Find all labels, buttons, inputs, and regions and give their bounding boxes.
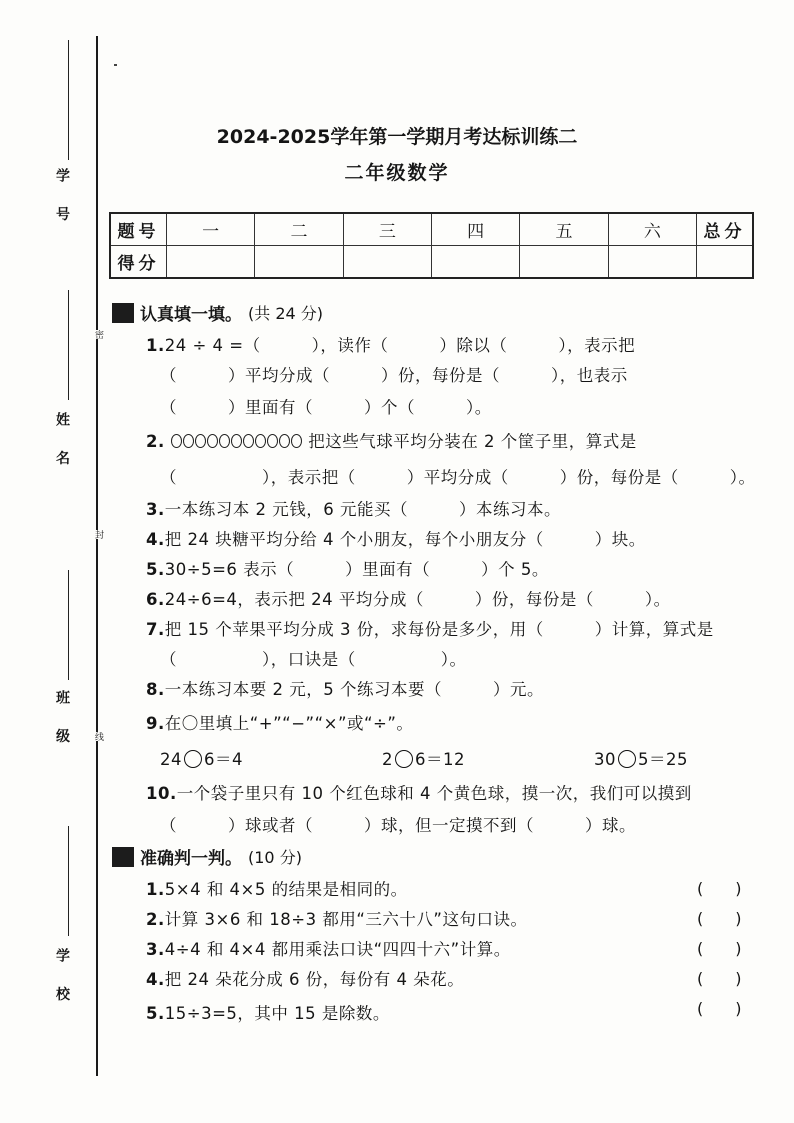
score-cell[interactable]	[343, 246, 431, 279]
q2-line-1	[146, 428, 637, 452]
section-1-title: 认真填一填。	[140, 305, 242, 325]
q10-line-1	[146, 780, 692, 804]
score-col-4: 四	[431, 213, 519, 246]
score-col-total: 总分	[697, 213, 754, 246]
q1-number: 1.	[146, 336, 165, 355]
class-label: 班 级	[54, 690, 70, 753]
q9-item-2-right: 6＝12	[415, 750, 465, 769]
q4-number: 4.	[146, 530, 165, 549]
name-line	[68, 290, 69, 400]
score-row-label: 得分	[110, 246, 167, 279]
school-label: 学 校	[54, 948, 70, 1011]
section-1-heading	[112, 300, 323, 325]
tf-5-number: 5.	[146, 1004, 165, 1023]
score-table	[109, 212, 754, 279]
operator-circle[interactable]	[618, 750, 636, 768]
q9-item-3	[594, 746, 688, 770]
score-cell[interactable]	[608, 246, 696, 279]
section-1-marker	[112, 303, 134, 323]
q5-number: 5.	[146, 560, 165, 579]
score-cell[interactable]	[520, 246, 608, 279]
q1-line-3	[160, 394, 492, 418]
q7-text-2: （ ），口诀是（ ）。	[160, 650, 467, 669]
q10-number: 10.	[146, 784, 177, 803]
score-cell[interactable]	[255, 246, 343, 279]
score-col-1: 一	[167, 213, 255, 246]
tf-1-number: 1.	[146, 880, 165, 899]
q9-line	[146, 710, 413, 734]
q7-line-2	[160, 646, 467, 670]
q9-text: 在〇里填上“+”“−”“×”或“÷”。	[164, 714, 414, 733]
score-col-5: 五	[520, 213, 608, 246]
q9-number: 9.	[146, 714, 165, 733]
q10-text: 一个袋子里只有 10 个红色球和 4 个黄色球，摸一次，我们可以摸到	[176, 784, 692, 803]
q1-text: 24 ÷ 4 =（ ），读作（ ）除以（ ），表示把	[164, 336, 636, 355]
speck	[114, 64, 117, 66]
q8-text: 一本练习本要 2 元，5 个练习本要（ ）元。	[164, 680, 544, 699]
q6-line	[146, 586, 671, 610]
q3-text: 一本练习本 2 元钱，6 元能买（ ）本练习本。	[164, 500, 561, 519]
score-cell[interactable]	[167, 246, 255, 279]
tf-item-4	[146, 966, 464, 990]
class-line	[68, 570, 69, 680]
q9-item-3-right: 5＝25	[638, 750, 688, 769]
exam-subtitle: 二年级数学	[344, 162, 450, 184]
seal-mark-1: 密	[93, 330, 103, 339]
score-col-2: 二	[255, 213, 343, 246]
tf-3-text: 4÷4 和 4×4 都用乘法口诀“四四十六”计算。	[164, 940, 511, 959]
name-label: 姓 名	[54, 412, 70, 475]
q2-line-2	[160, 464, 756, 488]
q7-line-1	[146, 616, 714, 640]
q3-line	[146, 496, 561, 520]
score-col-6: 六	[608, 213, 696, 246]
q10-text-2: （ ）球或者（ ）球，但一定摸不到（ ）球。	[160, 816, 636, 835]
q3-number: 3.	[146, 500, 165, 519]
q7-text: 把 15 个苹果平均分成 3 份，求每份是多少，用（ ）计算，算式是	[164, 620, 714, 639]
q1-line-2	[160, 362, 628, 386]
school-line	[68, 826, 69, 936]
section-2-title: 准确判一判。	[140, 849, 242, 869]
q6-number: 6.	[146, 590, 165, 609]
q6-text: 24÷6=4，表示把 24 平均分成（ ）份，每份是（ ）。	[164, 590, 671, 609]
q7-number: 7.	[146, 620, 165, 639]
q4-line	[146, 526, 646, 550]
balloons-icon	[171, 432, 303, 451]
q5-text: 30÷5=6 表示（ ）里面有（ ）个 5。	[164, 560, 549, 579]
q9-item-1	[160, 746, 243, 770]
section-2-score: (10 分)	[248, 848, 302, 867]
section-2-heading	[112, 844, 302, 869]
tf-3-answer[interactable]: ( )	[697, 939, 742, 958]
section-1-score: (共 24 分)	[248, 304, 324, 323]
tf-item-2	[146, 906, 527, 930]
tf-2-answer[interactable]: ( )	[697, 909, 742, 928]
q2-text-2: （ ），表示把（ ）平均分成（ ）份，每份是（ ）。	[160, 468, 756, 487]
tf-4-number: 4.	[146, 970, 165, 989]
tf-2-number: 2.	[146, 910, 165, 929]
q1-line-1	[146, 332, 635, 356]
score-col-3: 三	[343, 213, 431, 246]
tf-5-text: 15÷3=5，其中 15 是除数。	[164, 1004, 390, 1023]
operator-circle[interactable]	[395, 750, 413, 768]
seal-mark-2: 封	[93, 530, 103, 539]
q9-item-2-left: 2	[382, 750, 393, 769]
tf-item-3	[146, 936, 511, 960]
q9-item-1-right: 6＝4	[204, 750, 243, 769]
tf-3-number: 3.	[146, 940, 165, 959]
tf-2-text: 计算 3×6 和 18÷3 都用“三六十八”这句口诀。	[164, 910, 528, 929]
tf-item-5	[146, 1000, 390, 1024]
exam-title: 2024-2025学年第一学期月考达标训练二	[216, 126, 578, 148]
score-cell[interactable]	[697, 246, 754, 279]
q9-item-2	[382, 746, 465, 770]
operator-circle[interactable]	[184, 750, 202, 768]
q9-item-3-left: 30	[594, 750, 616, 769]
tf-4-answer[interactable]: ( )	[697, 969, 742, 988]
q2-text: 把这些气球平均分装在 2 个筐子里，算式是	[308, 432, 637, 451]
student-number-label: 学 号	[54, 168, 70, 231]
q1-text-2: （ ）平均分成（ ）份，每份是（ ），也表示	[160, 366, 628, 385]
tf-1-text: 5×4 和 4×5 的结果是相同的。	[164, 880, 408, 899]
q9-item-1-left: 24	[160, 750, 182, 769]
q8-line	[146, 676, 544, 700]
section-2-marker	[112, 847, 134, 867]
seal-mark-3: 线	[93, 732, 103, 741]
score-header-label: 题号	[110, 213, 167, 246]
tf-item-1	[146, 876, 408, 900]
tf-1-answer[interactable]: ( )	[697, 879, 742, 898]
q10-line-2	[160, 812, 636, 836]
q1-text-3: （ ）里面有（ ）个（ ）。	[160, 398, 492, 417]
tf-4-text: 把 24 朵花分成 6 份，每份有 4 朵花。	[164, 970, 465, 989]
q8-number: 8.	[146, 680, 165, 699]
q2-number: 2.	[146, 432, 165, 451]
tf-5-answer[interactable]: ( )	[697, 999, 742, 1018]
binding-line	[96, 36, 98, 1076]
score-cell[interactable]	[431, 246, 519, 279]
q5-line	[146, 556, 549, 580]
q4-text: 把 24 块糖平均分给 4 个小朋友，每个小朋友分（ ）块。	[164, 530, 646, 549]
